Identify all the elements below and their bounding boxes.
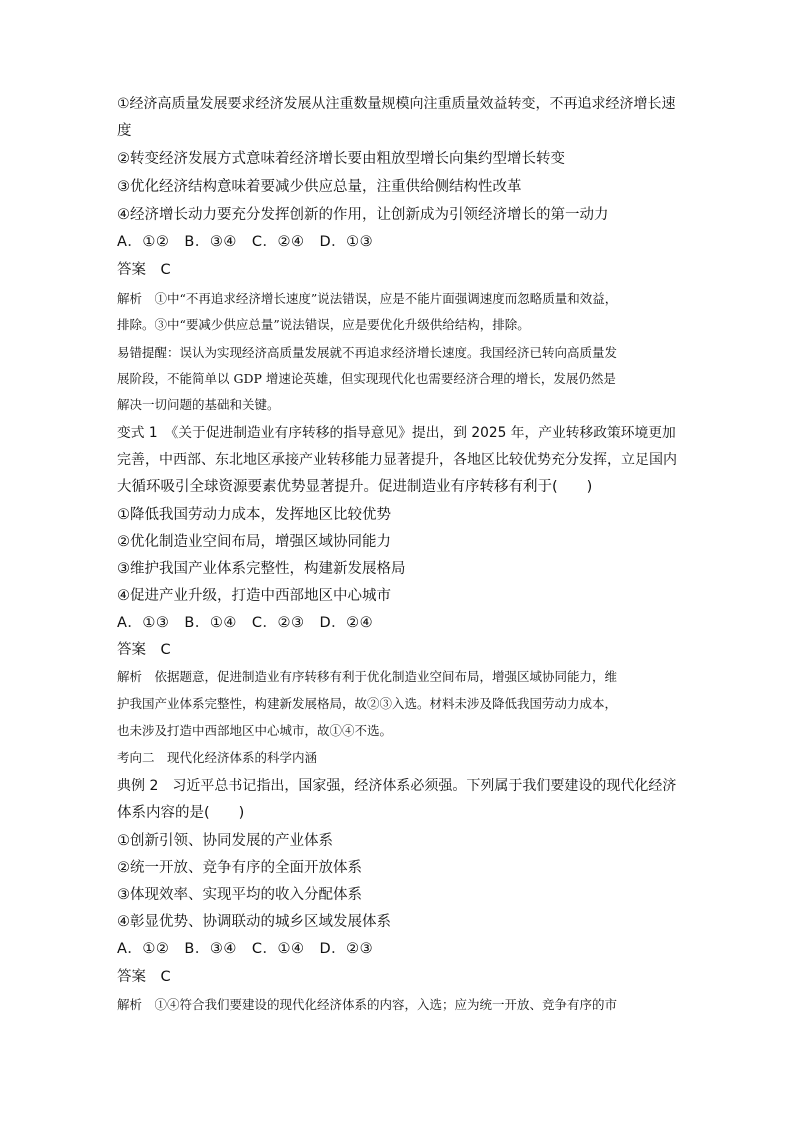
- option-3: ③优化经济结构意味着要减少供应总量，注重供给侧结构性改革: [117, 179, 522, 195]
- example-2-answer-choices: A．①② B．③④ C．①④ D．②③: [117, 941, 374, 957]
- variant-1-answer-label: 答案 C: [117, 642, 171, 658]
- analysis-line-2: 排除。③中“要减少供应总量”说法错误，应是要优化升级供给结构，排除。: [117, 317, 530, 332]
- analysis-line-1: 解析 ①中“不再追求经济增长速度”说法错误，应是不能片面强调速度而忽略质量和效益，: [117, 291, 618, 306]
- section-heading: 考向二 现代化经济体系的科学内涵: [117, 750, 318, 765]
- example-2-option-3: ③体现效率、实现平均的收入分配体系: [117, 887, 362, 903]
- example-2-stem-line-1: 典例 2 习近平总书记指出，国家强，经济体系必须强。下列属于我们要建设的现代化经济: [117, 778, 677, 794]
- answer-label: 答案 C: [117, 262, 171, 278]
- example-2-option-4: ④彰显优势、协调联动的城乡区域发展体系: [117, 914, 391, 930]
- option-1-line-1: ①经济高质量发展要求经济发展从注重数量规模向注重质量效益转变，不再追求经济增长速: [117, 96, 676, 112]
- option-1-line-2: 度: [117, 123, 132, 139]
- variant-1-stem-line-2: 完善，中西部、东北地区承接产业转移能力显著提升，各地区比较优势充分发挥，立足国内: [117, 452, 677, 468]
- variant-1-stem-line-3: 大循环吸引全球资源要素优势显著提升。促进制造业有序转移有利于( ): [117, 479, 593, 495]
- example-2-stem-line-2: 体系内容的是( ): [117, 805, 245, 821]
- option-4: ④经济增长动力要充分发挥创新的作用，让创新成为引领经济增长的第一动力: [117, 207, 609, 223]
- variant-1-analysis-line-2: 护我国产业体系完整性，构建新发展格局，故②③入选。材料未涉及降低我国劳动力成本，: [117, 696, 618, 711]
- example-2-option-2: ②统一开放、竞争有序的全面开放体系: [117, 860, 362, 876]
- variant-1-stem-line-1: 变式 1 《关于促进制造业有序转移的指导意见》提出，到 2025 年，产业转移政策环境更加: [117, 425, 676, 441]
- variant-1-option-2: ②优化制造业空间布局，增强区域协同能力: [117, 534, 391, 550]
- variant-1-analysis-line-3: 也未涉及打造中西部地区中心城市，故①④不选。: [117, 723, 393, 738]
- variant-1-option-1: ①降低我国劳动力成本，发挥地区比较优势: [117, 507, 391, 523]
- tip-line-2: 展阶段，不能简单以 GDP 增速论英雄，但实现现代化也需要经济合理的增长，发展仍然是: [117, 371, 616, 386]
- variant-1-option-3: ③维护我国产业体系完整性，构建新发展格局: [117, 561, 406, 577]
- example-2-answer-label: 答案 C: [117, 969, 171, 985]
- variant-1-answer-choices: A．①③ B．①④ C．②③ D．②④: [117, 615, 374, 631]
- tip-line-3: 解决一切问题的基础和关键。: [117, 397, 280, 412]
- variant-1-analysis-line-1: 解析 依据题意，促进制造业有序转移有利于优化制造业空间布局，增强区域协同能力，维: [117, 669, 618, 684]
- example-2-analysis-line-1: 解析 ①④符合我们要建设的现代化经济体系的内容，入选；应为统一开放、竞争有序的市: [117, 997, 618, 1012]
- answer-choices: A．①② B．③④ C．②④ D．①③: [117, 234, 374, 250]
- example-2-option-1: ①创新引领、协同发展的产业体系: [117, 833, 333, 849]
- tip-line-1: 易错提醒：误认为实现经济高质量发展就不再追求经济增长速度。我国经济已转向高质量发: [117, 345, 618, 360]
- option-2: ②转变经济发展方式意味着经济增长要由粗放型增长向集约型增长转变: [117, 151, 565, 167]
- variant-1-option-4: ④促进产业升级，打造中西部地区中心城市: [117, 588, 391, 604]
